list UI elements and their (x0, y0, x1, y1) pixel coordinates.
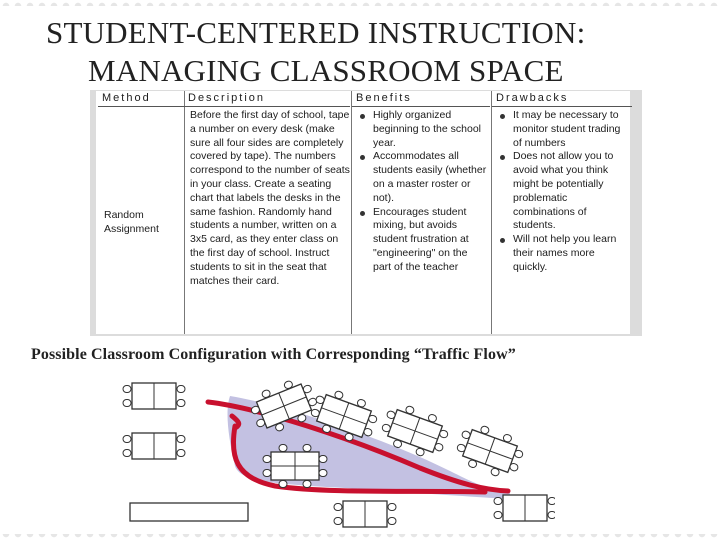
bullet-icon (360, 211, 365, 216)
list-item (496, 233, 630, 274)
slide-title (40, 14, 700, 90)
drawback-text: Does not allow you to avoid what you think might be potentially problematic combinations of students. (513, 150, 614, 232)
method-name: Random Assignment (104, 209, 159, 235)
slide-border-bottom (0, 534, 720, 540)
teacher-table (130, 503, 248, 521)
list-item (356, 206, 488, 275)
drawback-text: It may be necessary to monitor student trading of numbers (513, 109, 621, 149)
title-line-1: STUDENT-CENTERED INSTRUCTION: (46, 15, 586, 50)
slide-border-top (0, 0, 720, 6)
bullet-icon (360, 155, 365, 160)
method-column (98, 91, 184, 334)
drawback-text: Will not help you learn their names more quickly. (513, 233, 617, 273)
header-description: Description (184, 91, 350, 107)
desk-pair (494, 495, 555, 521)
method-table (96, 91, 630, 334)
desk-pair (123, 383, 185, 409)
description-text: Before the first day of school, tape a number on every desk (make sure all four sides are completely covered by tape). The numbers correspond to the number of seats in your class. Create a seating chart that labels the desks in the same fashion. Randomly hand students a number, written on a 3x5 card, as they enter class on the first day of school. Instruct students to sit in the seat that matches their card. (190, 109, 350, 287)
bullet-icon (500, 114, 505, 119)
list-item (356, 109, 488, 150)
list-item (496, 109, 630, 150)
desk-cluster (453, 420, 528, 482)
benefits-list (356, 109, 488, 275)
benefit-text: Accommodates all students easily (whether on a master roster or not). (373, 150, 487, 204)
list-item (356, 150, 488, 205)
list-item (496, 150, 630, 233)
drawbacks-list (496, 109, 630, 275)
header-method: Method (98, 91, 184, 107)
benefit-text: Encourages student mixing, but avoids student frustration at "engineering" on the part of the teacher (373, 205, 469, 273)
bullet-icon (500, 155, 505, 160)
bullet-icon (360, 114, 365, 119)
classroom-configuration-diagram (90, 366, 555, 540)
bullet-icon (500, 238, 505, 243)
method-table-image (90, 90, 642, 336)
diagram-caption: Possible Classroom Configuration with Corresponding “Traffic Flow” (31, 346, 516, 363)
description-column (184, 91, 350, 334)
header-drawbacks: Drawbacks (492, 91, 632, 107)
desk-pair (123, 433, 185, 459)
desk-pair (334, 501, 396, 527)
drawbacks-column (492, 91, 632, 334)
benefits-column (352, 91, 490, 334)
title-line-2: MANAGING CLASSROOM SPACE (88, 53, 564, 88)
header-benefits: Benefits (352, 91, 490, 107)
benefit-text: Highly organized beginning to the school year. (373, 109, 481, 149)
classroom-diagram-svg (90, 366, 555, 540)
